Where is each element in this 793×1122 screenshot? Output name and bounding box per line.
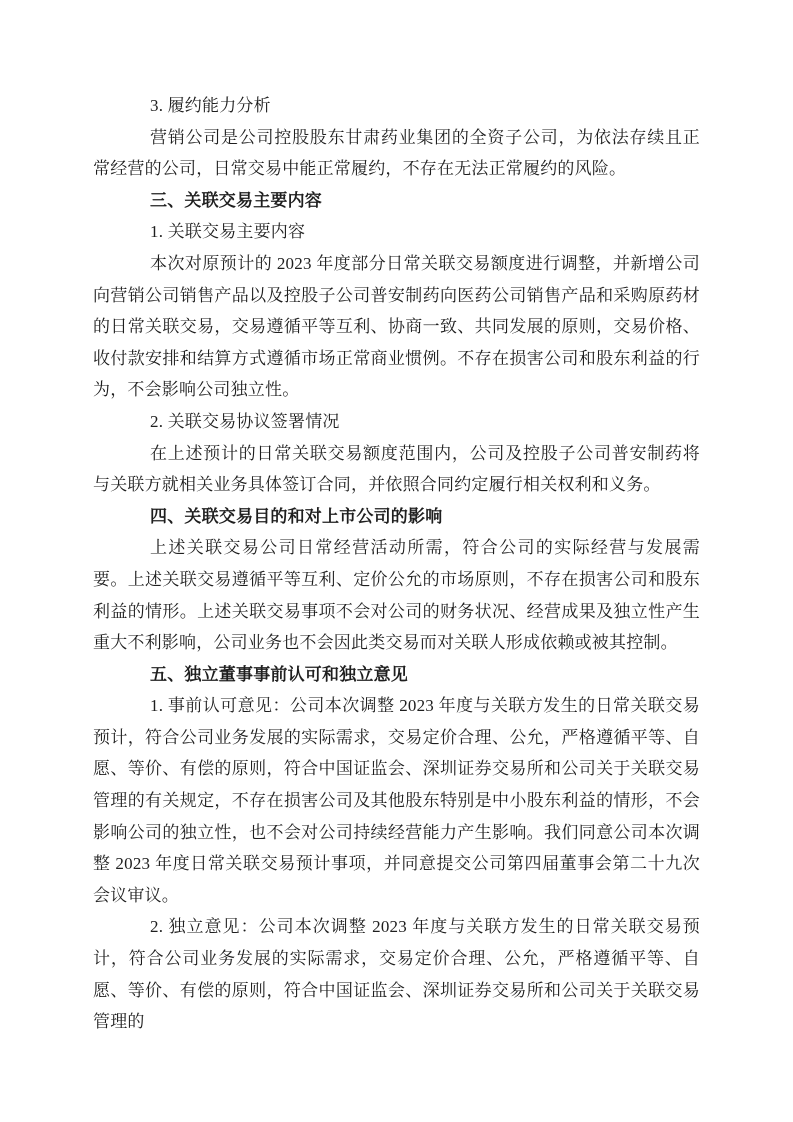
list-item: 2. 关联交易协议签署情况 xyxy=(150,411,340,431)
paragraph: 本次对原预计的 2023 年度部分日常关联交易额度进行调整，并新增公司向营销公司销售产品以及控股子公司普安制药向医药公司销售产品和采购原药材的日常关联交易，交易遵循平等互利、协商一致、共同发展的原则，交易价格、收付款安排和结算方式遵循市场正常商业惯例。不存在损害公司和股东利益的行为，不会影响公司独立性。 xyxy=(93,253,700,400)
list-item: 3. 履约能力分析 xyxy=(150,96,271,115)
section-heading: 三、关联交易主要内容 xyxy=(150,190,322,210)
paragraph: 上述关联交易公司日常经营活动所需，符合公司的实际经营与发展需要。上述关联交易遵循平等互利、定价公允的市场原则，不存在损害公司和股东利益的情形。上述关联交易事项不会对公司的财务状况、经营成果及独立性产生重大不利影响，公司业务也不会因此类交易而对关联人形成依赖或被其控制。 xyxy=(93,538,700,653)
paragraph: 1. 事前认可意见：公司本次调整 2023 年度与关联方发生的日常关联交易预计，符合公司业务发展的实际需求，交易定价合理、公允，严格遵循平等、自愿、等价、有偿的原则，符合中国证监会、深圳证券交易所和公司关于关联交易管理的有关规定，不存在损害公司及其他股东特别是中小股东利益的情形，不会影响公司的独立性，也不会对公司持续经营能力产生影响。我们同意公司本次调整 2023 年度日常关联交易预计事项，并同意提交公司第四届董事会第二十九次会议审议。 xyxy=(93,696,700,905)
paragraph: 营销公司是公司控股股东甘肃药业集团的全资子公司，为依法存续且正常经营的公司，日常交易中能正常履约，不存在无法正常履约的风险。 xyxy=(93,127,700,179)
paragraph: 在上述预计的日常关联交易额度范围内，公司及控股子公司普安制药将与关联方就相关业务具体签订合同，并依照合同约定履行相关权利和义务。 xyxy=(93,443,700,495)
list-item: 1. 关联交易主要内容 xyxy=(150,222,306,242)
section-heading: 四、关联交易目的和对上市公司的影响 xyxy=(150,506,443,526)
document-body xyxy=(93,90,700,1038)
section-heading: 五、独立董事事前认可和独立意见 xyxy=(150,664,408,684)
paragraph: 2. 独立意见：公司本次调整 2023 年度与关联方发生的日常关联交易预计，符合公司业务发展的实际需求，交易定价合理、公允，严格遵循平等、自愿、等价、有偿的原则，符合中国证监会、深圳证券交易所和公司关于关联交易管理的 xyxy=(93,917,700,1032)
